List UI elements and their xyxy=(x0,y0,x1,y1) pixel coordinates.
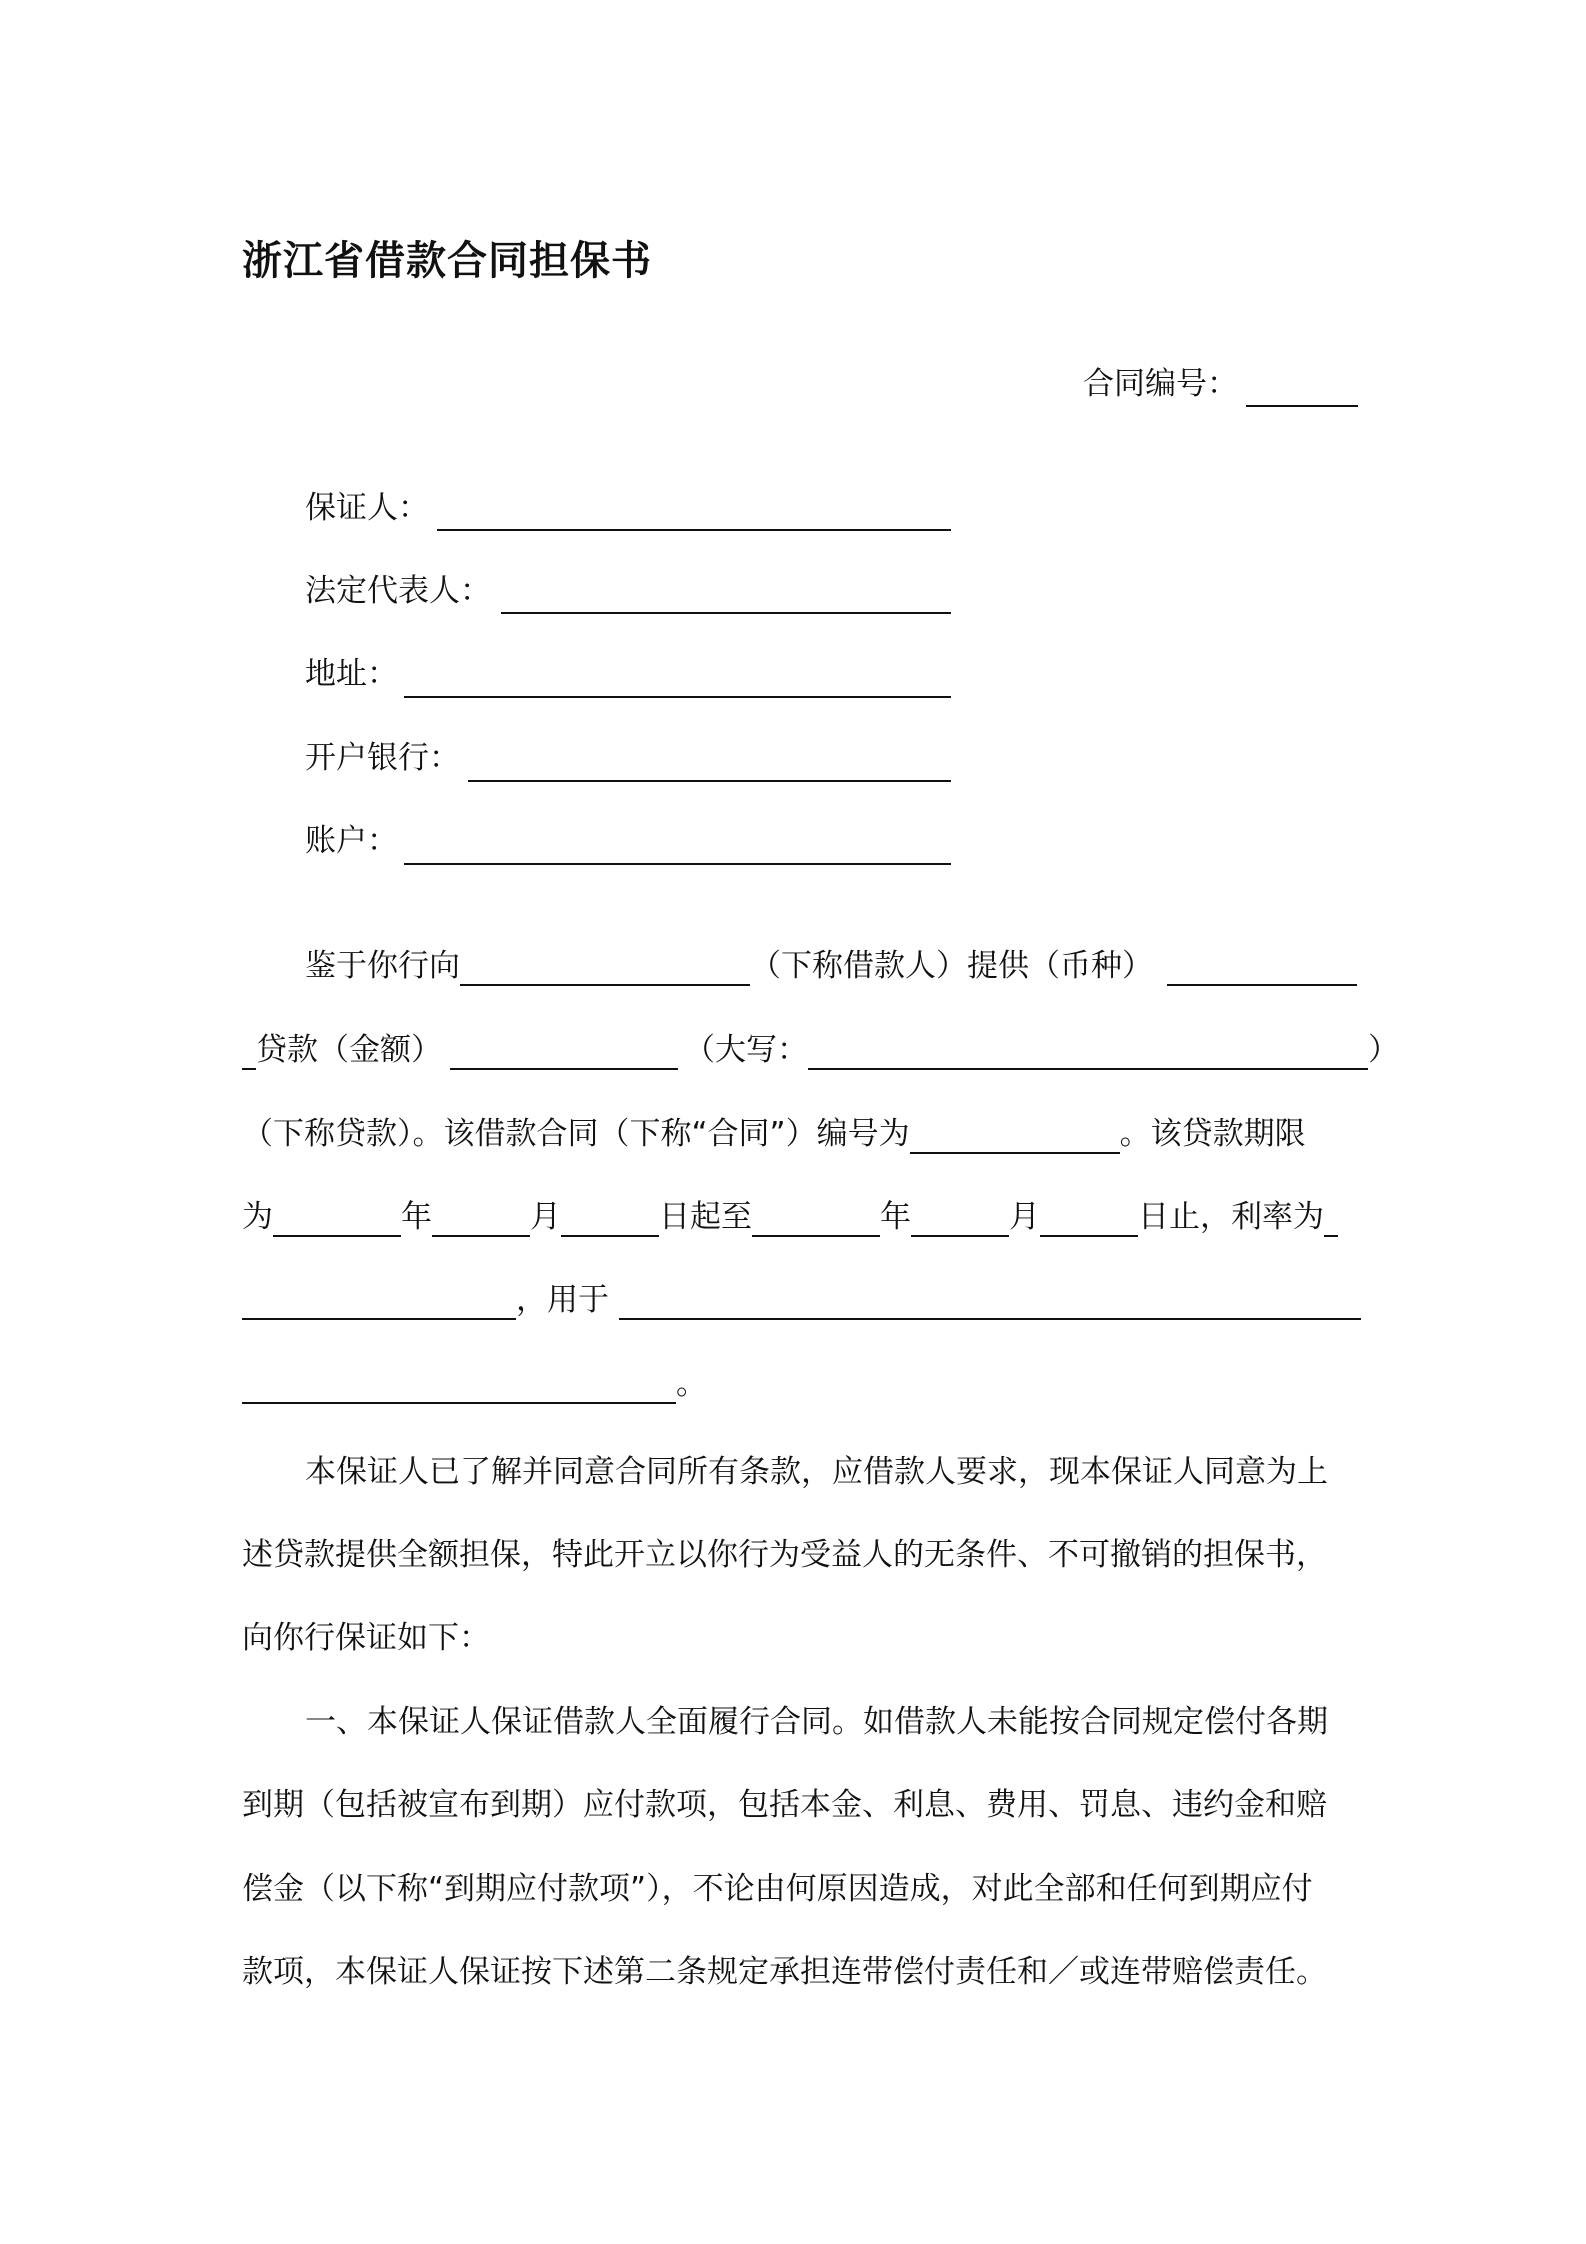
contract-number-blank[interactable] xyxy=(1246,405,1358,407)
para1-text: 。该贷款期限 xyxy=(1119,1116,1306,1152)
currency-blank[interactable] xyxy=(1167,950,1357,986)
para1-text: 日起至 xyxy=(659,1199,752,1235)
para1-line4 xyxy=(242,1195,1338,1239)
para1-line2 xyxy=(242,1028,1399,1072)
legal-rep-label: 法定代表人： xyxy=(305,573,491,609)
contract-no-blank[interactable] xyxy=(910,1118,1120,1154)
para1-line3 xyxy=(242,1112,1306,1156)
para2-line3: 向你行保证如下： xyxy=(242,1620,490,1656)
account-blank[interactable] xyxy=(404,863,951,865)
para1-text: 月 xyxy=(1009,1199,1040,1235)
para1-text: ，用于 xyxy=(516,1282,609,1318)
currency-blank-cont[interactable] xyxy=(242,1034,256,1070)
purpose-blank-cont[interactable] xyxy=(242,1368,676,1404)
para1-text: （下称贷款）。该借款合同（下称“合同”）编号为 xyxy=(242,1116,910,1152)
amount-words-blank[interactable] xyxy=(808,1034,1368,1070)
para1-line5 xyxy=(242,1278,1361,1322)
end-day-blank[interactable] xyxy=(1040,1201,1138,1237)
para1-text: 年 xyxy=(401,1199,432,1235)
para1-text: 年 xyxy=(880,1199,911,1235)
bank-blank[interactable] xyxy=(468,780,951,782)
rate-blank-start[interactable] xyxy=(1324,1201,1338,1237)
para3-line3: 偿金（以下称“到期应付款项”），不论由何原因造成，对此全部和任何到期应付 xyxy=(242,1871,1313,1907)
para1-text: 贷款（金额） xyxy=(256,1032,442,1068)
para1-text: 为 xyxy=(242,1199,273,1235)
para1-text: ） xyxy=(1368,1032,1399,1068)
para3-line2: 到期（包括被宣布到期）应付款项，包括本金、利息、费用、罚息、违约金和赔 xyxy=(242,1787,1327,1823)
guarantor-label: 保证人： xyxy=(305,490,429,526)
account-label: 账户： xyxy=(305,823,398,859)
end-year-blank[interactable] xyxy=(752,1201,880,1237)
para1-text: 日止，利率为 xyxy=(1138,1199,1324,1235)
start-day-blank[interactable] xyxy=(561,1201,659,1237)
para1-text: 鉴于你行向 xyxy=(305,948,460,984)
para2-line2: 述贷款提供全额担保，特此开立以你行为受益人的无条件、不可撤销的担保书， xyxy=(242,1537,1327,1573)
guarantor-blank[interactable] xyxy=(437,529,951,531)
para1-line6 xyxy=(242,1362,707,1406)
address-blank[interactable] xyxy=(404,696,951,698)
para1-text: （大写： xyxy=(684,1032,808,1068)
para3-line1: 一、本保证人保证借款人全面履行合同。如借款人未能按合同规定偿付各期 xyxy=(305,1704,1328,1740)
end-month-blank[interactable] xyxy=(911,1201,1009,1237)
para3-line4: 款项，本保证人保证按下述第二条规定承担连带偿付责任和／或连带赔偿责任。 xyxy=(242,1954,1327,1990)
purpose-blank[interactable] xyxy=(619,1284,1361,1320)
borrower-blank[interactable] xyxy=(460,950,750,986)
contract-number-label: 合同编号： xyxy=(1083,366,1238,402)
address-label: 地址： xyxy=(305,656,398,692)
amount-blank[interactable] xyxy=(450,1034,678,1070)
legal-rep-blank[interactable] xyxy=(501,612,951,614)
para1-text: （下称借款人）提供（币种） xyxy=(750,948,1153,984)
start-month-blank[interactable] xyxy=(432,1201,530,1237)
para2-line1: 本保证人已了解并同意合同所有条款，应借款人要求，现本保证人同意为上 xyxy=(305,1454,1328,1490)
bank-label: 开户银行： xyxy=(305,740,460,776)
start-year-blank[interactable] xyxy=(273,1201,401,1237)
document-title: 浙江省借款合同担保书 xyxy=(242,238,652,284)
rate-blank[interactable] xyxy=(242,1284,516,1320)
para1-text: 月 xyxy=(530,1199,561,1235)
para1-line1 xyxy=(305,944,1357,988)
para1-text: 。 xyxy=(676,1366,707,1402)
